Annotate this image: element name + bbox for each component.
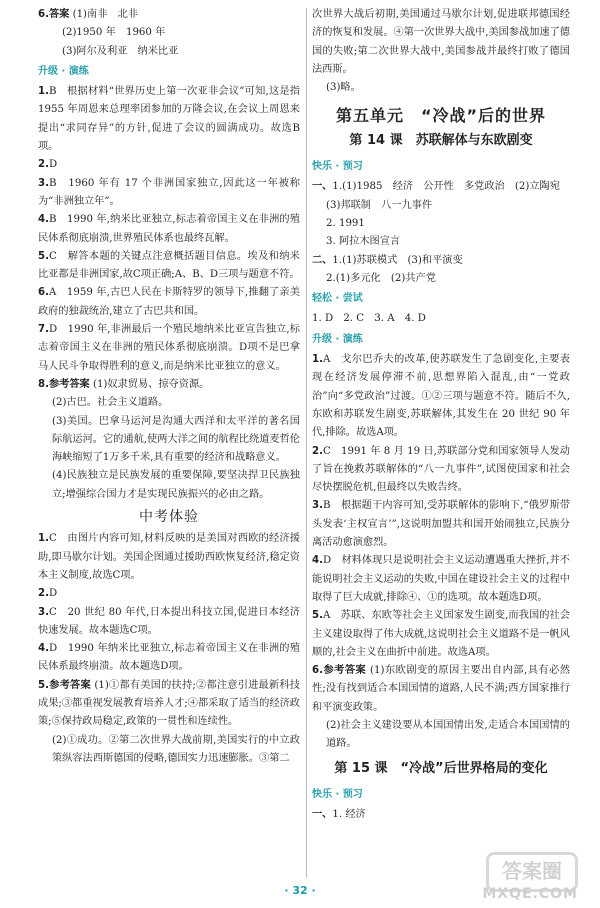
left-column (38, 6, 300, 768)
answer-text: C 解答本题的关键点注意概括题目信息。埃及和纳米比亚都是非洲国家,故C项正确;A、B、D三项与题意不符。 (38, 250, 300, 281)
answer-line: 1. 经济 (332, 809, 366, 821)
answer-item (312, 178, 570, 196)
item-number: 3. (38, 177, 49, 189)
answer-text: C 由图片内容可知,材料反映的是美国对西欧的经济援助,即马歇尔计划。美国企图通过援助西欧恢复经济,稳定资本主义制度,故选C项。 (38, 533, 300, 581)
item-number: 6. (38, 287, 49, 299)
answer-line: (1)东欧剧变的原因主要出自内部,具有必然性;没有找到适合本国国情的道路,人民不满;西方国家推行和平演变政策。 (312, 665, 570, 713)
item-number: 6. (312, 665, 323, 677)
item-number: 2. (38, 159, 49, 171)
answer-label: 答案 (48, 9, 70, 20)
answer-item (38, 530, 300, 585)
answer-item (38, 175, 300, 212)
answer-text: C 1991 年 8 月 19 日,苏联部分党和国家领导人发动了旨在挽救苏联解体的“八一九事件”,试图使国家和社会尽快摆脱危机,但最终以失败告终。 (312, 445, 570, 494)
item-number: 2. (38, 588, 49, 600)
answer-item (38, 585, 300, 603)
answer-item (312, 252, 570, 270)
answer-text: D 材料体现只是说明社会主义运动遭遇重大挫折,并不能说明社会主义运动的失败,中国在建设社会主义的过程中取得了巨大成就,排除④、①的选项。故本题选D项。 (312, 555, 570, 603)
answer-item (38, 321, 300, 376)
answer-item (38, 211, 300, 248)
answer-line: (1)①都有美国的扶持;②都注意引进最新科技成果;③都重视发展教育培养人才;④都采取了适当的经济政策;⑤保持政局稳定,政策的一贯性和连续性。 (38, 679, 300, 728)
answer-line: (3)阿尔及利亚 纳米比亚 (62, 45, 179, 57)
watermark-stamp: 答案圈 (486, 852, 578, 892)
section-heading: 快乐 · 预习 (312, 161, 363, 173)
item-number: 1. (38, 533, 49, 545)
answer-text: B 根据材料“世界历史上第一次亚非会议”可知,这是指1955 年周恩来总理率团参加的万隆会议,在会议上周恩来提出“求同存异”的方针,促进了会议的圆满成功。故选B项。 (38, 86, 300, 153)
answer-item (38, 640, 300, 677)
answer-line: (1)南非 北非 (72, 9, 138, 20)
answer-text: D (48, 588, 58, 600)
section-heading: 升级 · 演练 (312, 333, 363, 345)
answer-line: (2)1950 年 1960 年 (62, 27, 166, 39)
page-number: · 32 · (284, 884, 316, 897)
right-column (312, 6, 570, 824)
item-number: 4. (312, 555, 323, 567)
answer-line: (2)①成功。②第二次世界大战前期,美国实行的中立政策纵容法西斯德国的侵略,德国实力迅速膨胀。③第二 (52, 734, 300, 764)
answer-text: A 1959 年,古巴人民在卡斯特罗的领导下,推翻了亲美政府的独裁统治,建立了古巴共和国。 (38, 287, 300, 317)
answer-text: A 戈尔巴乔夫的改革,使苏联发生了急剧变化,主要表现在经济发展停滞不前,思想界陷入混乱,由“一党政治”向“多党政治”过渡。①②三项与题意不符。随后不久,东欧和苏联发生剧变,苏联解体,其发生在 20 世纪 90 年代,排除。故选A项。 (312, 354, 570, 439)
watermark-logo (468, 852, 578, 904)
item-number: 一、 (312, 181, 333, 193)
item-number: 8. (38, 378, 49, 390)
answer-line: (4)民族独立是民族发展的重要保障,要坚决捍卫民族独立;增强综合国力才是实现民族振兴的必由之路。 (52, 470, 300, 500)
answer-line: (3)邦联制 八一九事件 (326, 199, 433, 211)
answer-line: (2)社会主义建设要从本国国情出发,走适合本国国情的道路。 (326, 719, 570, 750)
section-heading: 轻松 · 尝试 (312, 293, 363, 305)
answer-item (312, 443, 570, 498)
lesson-title: 第 15 课 “冷战”后世界格局的变化 (334, 760, 548, 776)
answer-text: D 1990 年,非洲最后一个殖民地纳米比亚宣告独立,标志着帝国主义在非洲的殖民体系彻底崩溃。D项不是巴拿马人民斗争取得胜利的意义,而是纳米比亚独立的意义。 (38, 324, 300, 372)
answer-item (312, 351, 570, 442)
column-divider (306, 8, 307, 878)
item-number: 1. (312, 354, 323, 366)
item-number: 一、 (312, 809, 333, 821)
section-heading: 升级 · 演练 (38, 65, 89, 77)
answer-item (38, 6, 300, 24)
answer-line: 2. 1991 (326, 217, 365, 229)
item-number: 6. (38, 9, 49, 20)
answer-line: 3. 阿拉木图宣言 (326, 236, 401, 248)
answer-text: D (48, 159, 58, 171)
answer-line: (1)奴隶贸易、掠夺资源。 (92, 378, 210, 390)
answer-item (38, 284, 300, 321)
unit-title: 第五单元 “冷战”后的世界 (335, 106, 547, 126)
answer-item (312, 607, 570, 662)
answer-label: 参考答案 (48, 679, 91, 691)
item-number: 1. (38, 86, 49, 98)
item-number: 5. (312, 610, 323, 622)
answer-item (38, 677, 300, 732)
answer-item (38, 376, 300, 394)
answer-item (312, 662, 570, 717)
item-number: 7. (38, 324, 49, 336)
answer-continuation: 次世界大战后初期,美国通过马歇尔计划,促进联邦德国经济的恢复和发展。④第一次世界大战中,美国参战加速了德国的失败;第二次世界大战中,美国参战并最终打败了德国法西斯。 (312, 9, 570, 75)
item-number: 5. (38, 250, 49, 262)
answer-item (38, 156, 300, 174)
answer-text: B 1990 年,纳米比亚独立,标志着帝国主义在非洲的殖民体系彻底崩溃,世界殖民体系也最终瓦解。 (38, 214, 300, 244)
watermark-url: MXQE.COM (482, 886, 578, 902)
answer-line: 1. D 2. C 3. A 4. D (312, 313, 426, 325)
answer-item (312, 806, 570, 824)
answer-text: D 1990 年纳米比亚独立,标志着帝国主义在非洲的殖民体系最终崩溃。故本题选D项。 (38, 643, 300, 673)
answer-text: C 20 世纪 80 年代,日本提出科技立国,促进日本经济快速发展。故本题选C项。 (38, 606, 300, 636)
item-number: 5. (38, 679, 49, 691)
answer-line: 2.(1)多元化 (2)共产党 (326, 272, 436, 284)
section-heading: 快乐 · 预习 (312, 788, 363, 800)
answer-item (38, 604, 300, 641)
answer-text: A 苏联、东欧等社会主义国家发生剧变,而我国的社会主义建设取得了伟大成就,这说明社会主义道路不是一帆风顺的,社会主义在曲折中前进。故选A项。 (312, 610, 570, 658)
item-number: 2. (312, 445, 323, 457)
answer-line: 1.(1)1985 经济 公开性 多党政治 (2)立陶宛 (332, 181, 560, 193)
answer-item (38, 248, 300, 285)
item-number: 二、 (312, 254, 333, 266)
item-number: 3. (312, 500, 323, 512)
answer-line: (2)古巴。社会主义道路。 (52, 397, 169, 409)
answer-label: 参考答案 (322, 665, 367, 677)
answer-line: 1.(1)苏联模式 (3)和平演变 (332, 254, 463, 266)
item-number: 3. (38, 606, 49, 618)
answer-line: (3)美国。巴拿马运河是沟通大西洋和太平洋的著名国际航运河。它的通航,使两大洋之间的航程比绕道麦哲伦海峡缩短了1万多千米,具有重要的经济和战略意义。 (52, 415, 300, 464)
answer-text: B 根据题干内容可知,受苏联解体的影响下,“俄罗斯带头发表‘主权宣言’”,这说明加盟共和国开始闹独立,民族分离活动愈演愈烈。 (312, 500, 570, 549)
answer-label: 参考答案 (48, 378, 90, 390)
item-number: 4. (38, 214, 49, 226)
lesson-title: 第 14 课 苏联解体与东欧剧变 (349, 132, 533, 148)
exam-section-title: 中考体验 (139, 509, 199, 526)
item-number: 4. (38, 643, 49, 655)
answer-text: B 1960 年有 17 个非洲国家独立,因此这一年被称为“非洲独立年”。 (38, 177, 300, 207)
answer-item (38, 83, 300, 156)
answer-line: (3)略。 (326, 82, 361, 94)
answer-item (312, 552, 570, 607)
answer-item (312, 497, 570, 552)
